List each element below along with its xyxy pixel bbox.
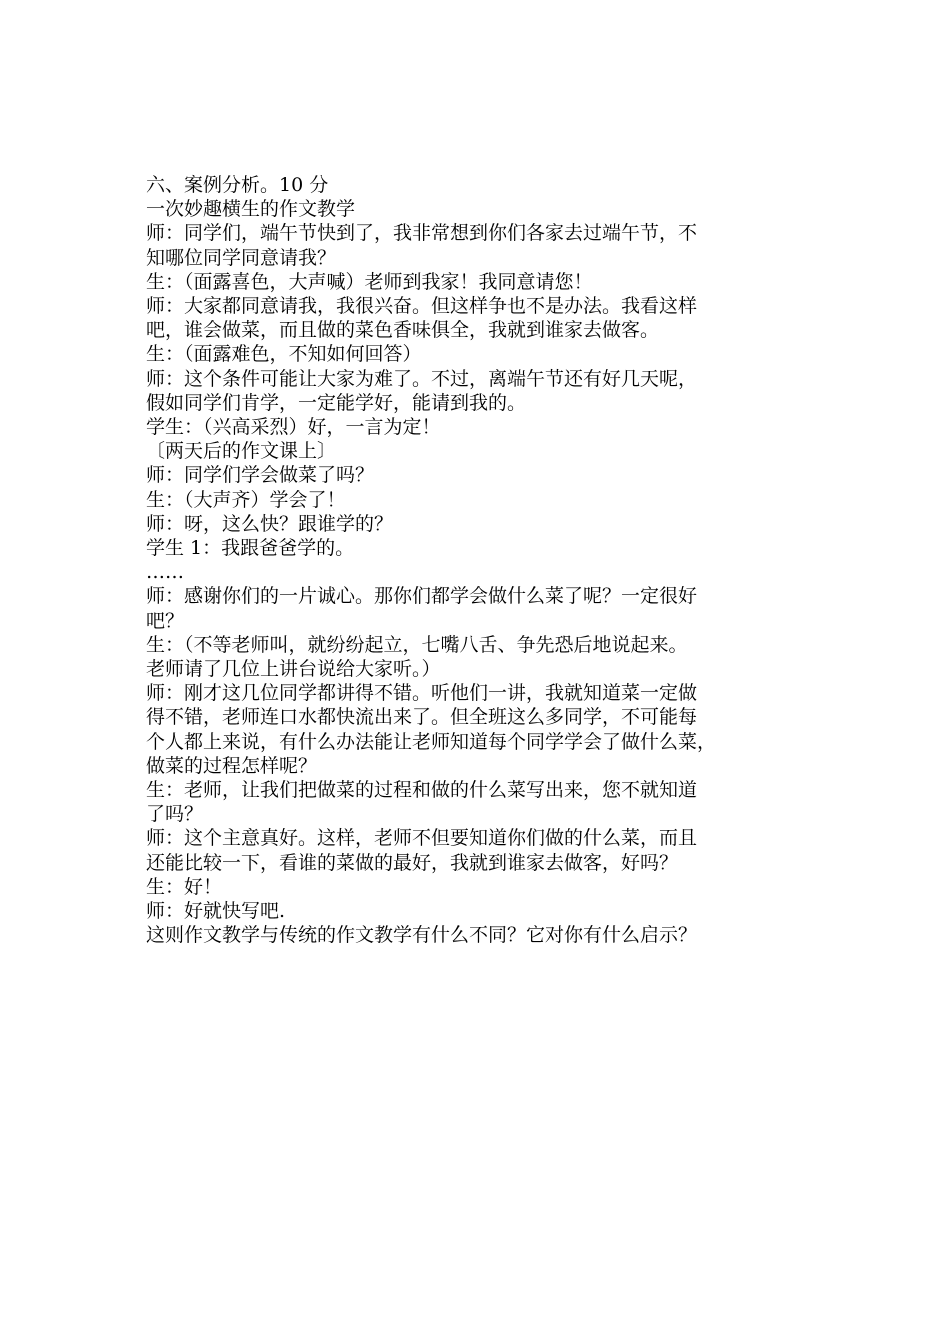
text-line: 吧？ — [146, 609, 185, 632]
case-title: 一次妙趣横生的作文教学 — [146, 198, 356, 221]
text-line: 师：同学们，端午节快到了，我非常想到你们各家去过端午节，不 — [146, 222, 698, 245]
text-line: …… — [146, 561, 184, 584]
text-line: 吧，谁会做菜，而且做的菜色香味俱全，我就到谁家去做客。 — [146, 319, 660, 342]
text-line: 还能比较一下，看谁的菜做的最好，我就到谁家去做客，好吗？ — [146, 851, 679, 874]
text-line: 师：同学们学会做菜了吗？ — [146, 464, 375, 487]
text-line: 师：这个主意真好。这样，老师不但要知道你们做的什么菜，而且 — [146, 827, 698, 850]
text-line: 生：（大声齐）学会了！ — [146, 488, 346, 511]
text-line: 得不错，老师连口水都快流出来了。但全班这么多同学，不可能每 — [146, 706, 698, 729]
text-line: 师：大家都同意请我，我很兴奋。但这样争也不是办法。我看这样 — [146, 295, 698, 318]
text-line: 学生 1：我跟爸爸学的。 — [146, 537, 355, 560]
text-line: 生：（面露难色，不知如何回答） — [146, 343, 422, 366]
text-line: 生：老师，让我们把做菜的过程和做的什么菜写出来，您不就知道 — [146, 779, 698, 802]
text-line: 生：（面露喜色，大声喊）老师到我家！我同意请您！ — [146, 270, 593, 293]
case-analysis-text — [146, 173, 826, 948]
text-line: 〔两天后的作文课上〕 — [146, 440, 337, 463]
text-line: 了吗？ — [146, 803, 204, 826]
text-line: 做菜的过程怎样呢？ — [146, 754, 318, 777]
text-line: 生：（不等老师叫，就纷纷起立，七嘴八舌、争先恐后地说起来。 — [146, 633, 688, 656]
text-line: 师：感谢你们的一片诚心。那你们都学会做什么菜了呢？一定很好 — [146, 585, 698, 608]
text-line: 个人都上来说，有什么办法能让老师知道每个同学学会了做什么菜， — [146, 730, 717, 753]
text-line: 这则作文教学与传统的作文教学有什么不同？它对你有什么启示？ — [146, 924, 698, 947]
text-line: 师：这个条件可能让大家为难了。不过，离端午节还有好几天呢， — [146, 367, 698, 390]
text-line: 生：好！ — [146, 875, 223, 898]
section-heading: 六、案例分析。10 分 — [146, 174, 329, 196]
text-line: 师：呀，这么快？跟谁学的？ — [146, 512, 394, 535]
text-line: 师：好就快写吧. — [146, 900, 286, 923]
text-line: 知哪位同学同意请我？ — [146, 246, 337, 269]
text-line: 学生：（兴高采烈）好，一言为定！ — [146, 416, 441, 439]
text-line: 师：刚才这几位同学都讲得不错。听他们一讲，我就知道菜一定做 — [146, 682, 698, 705]
text-line: 假如同学们肯学，一定能学好，能请到我的。 — [146, 391, 527, 414]
text-line: 老师请了几位上讲台说给大家听。） — [146, 658, 441, 681]
